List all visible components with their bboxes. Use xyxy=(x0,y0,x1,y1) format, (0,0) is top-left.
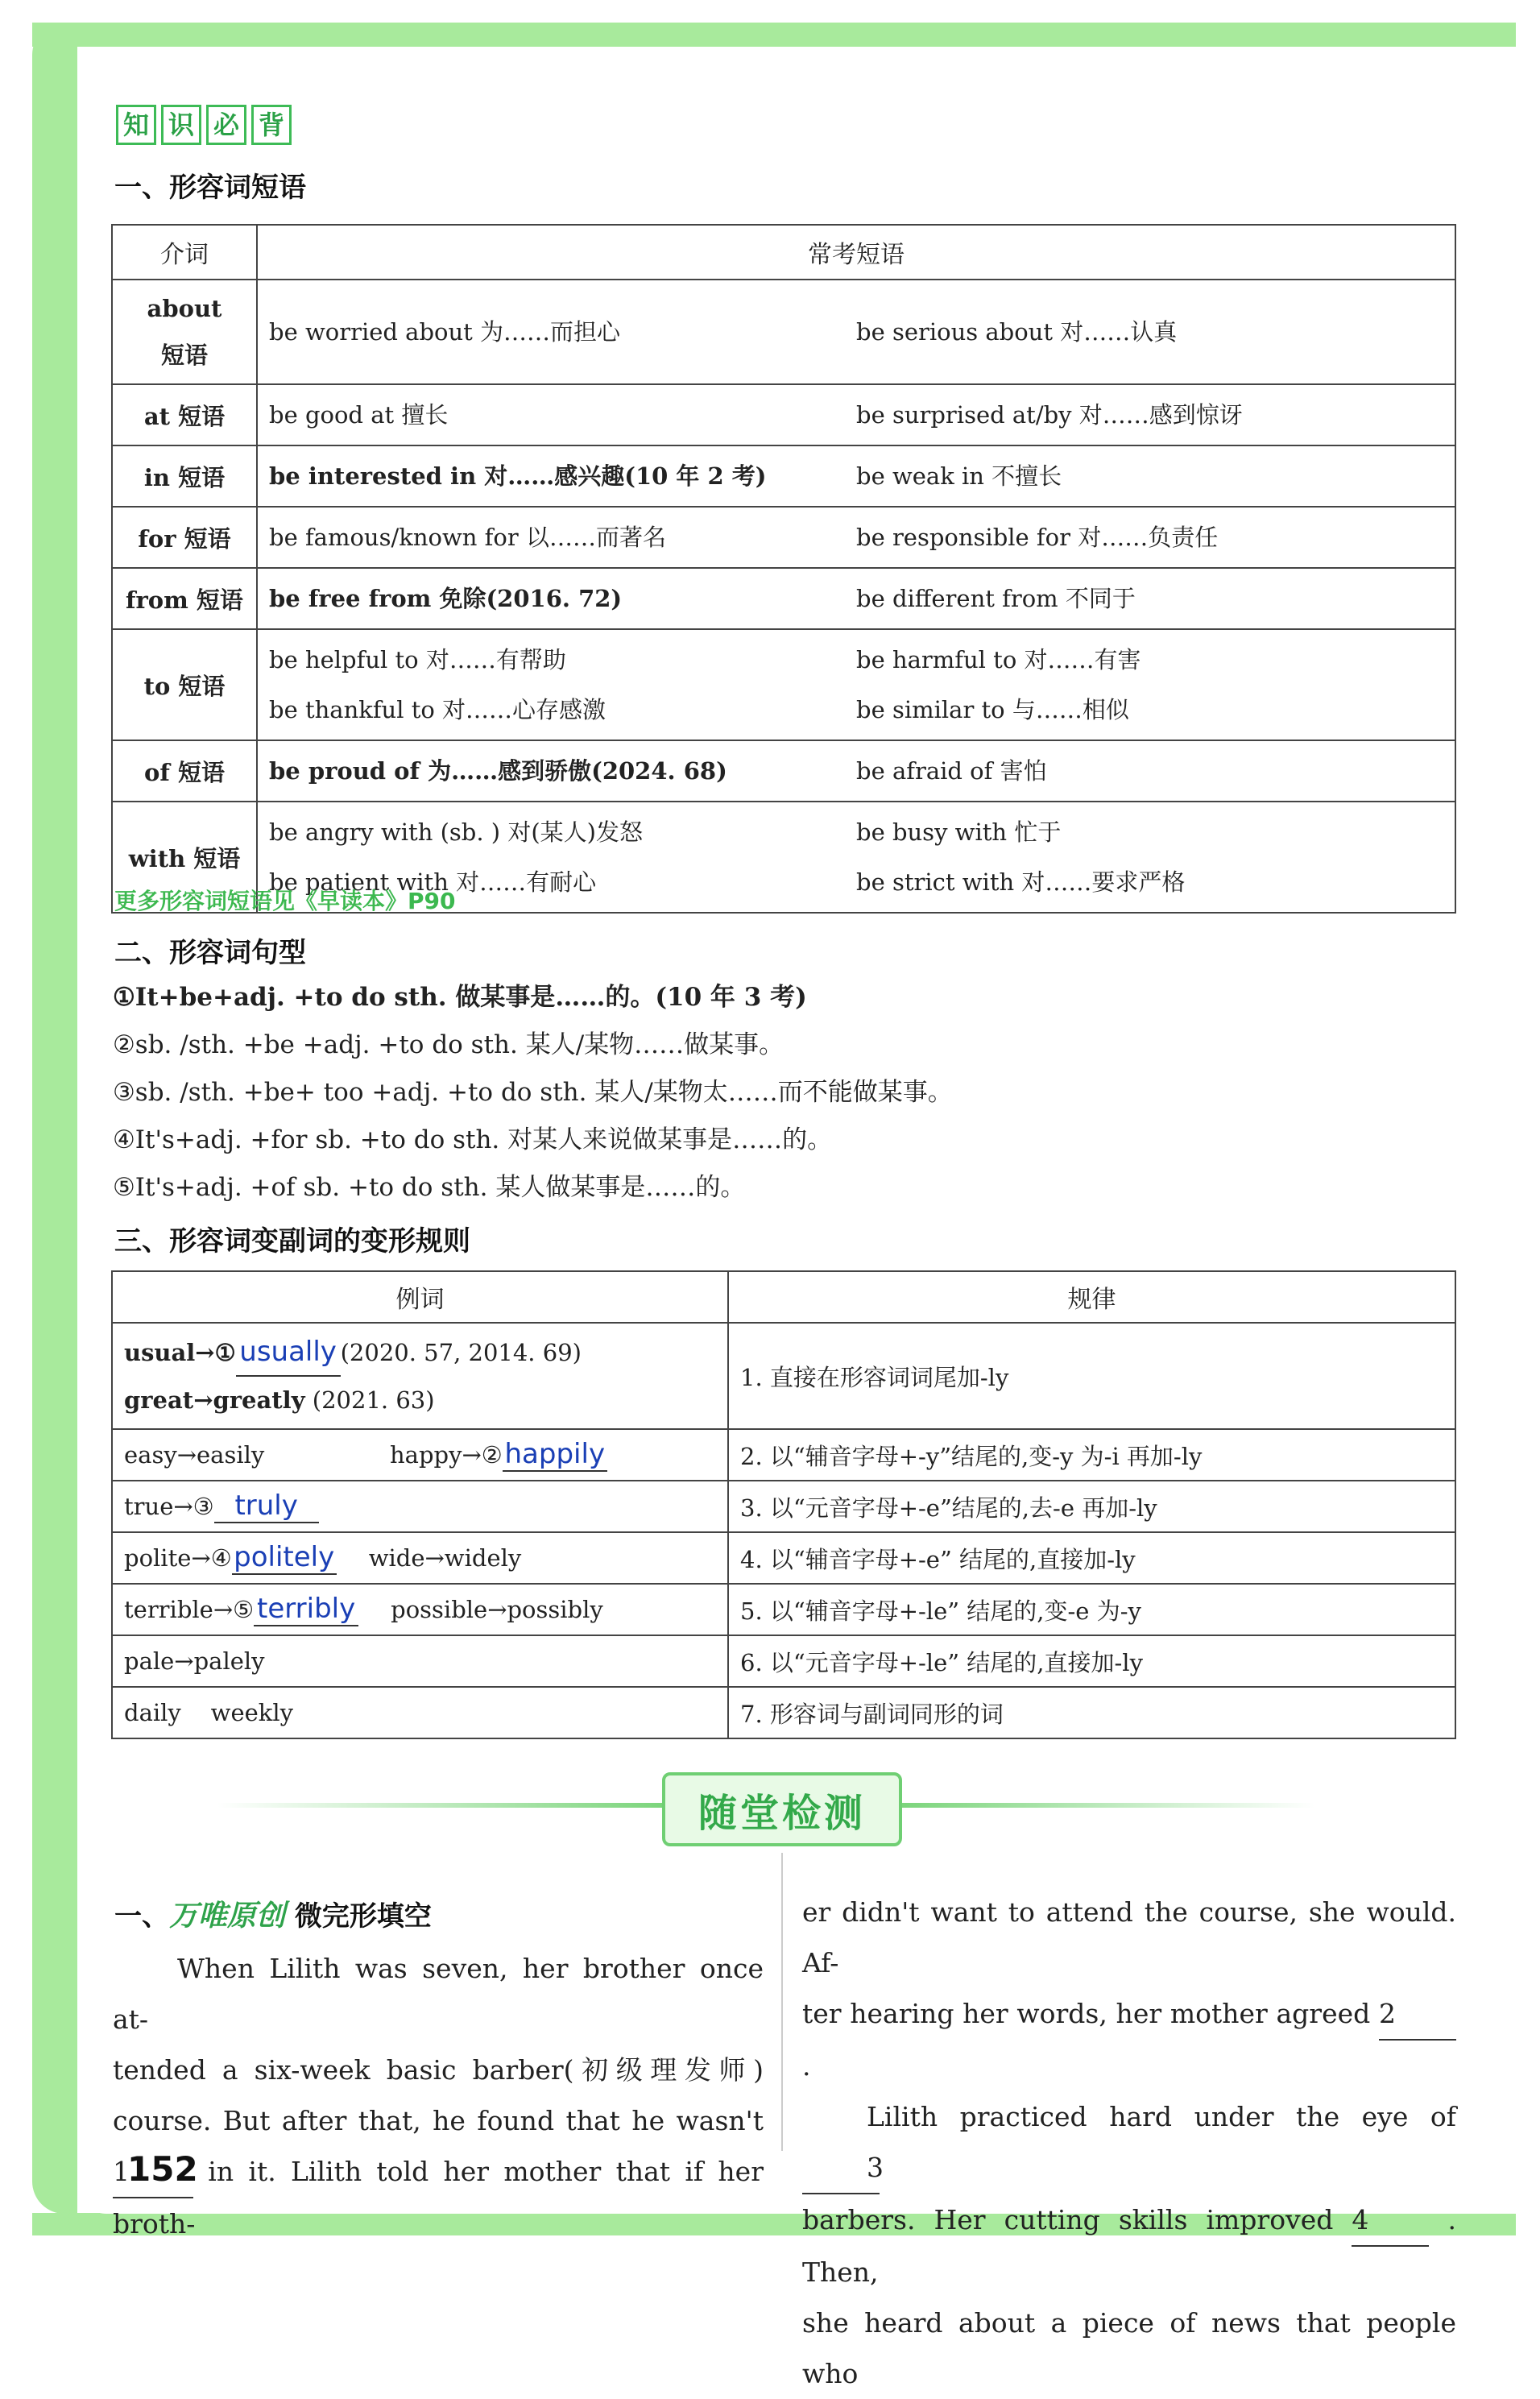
phrase: be different from 不同于 xyxy=(856,585,1136,612)
rule-text: 4. 以“辅音字母+-e” 结尾的,直接加-ly xyxy=(728,1532,1455,1584)
pattern-item: ⑤It's+adj. +of sb. +to do sth. 某人做某事是……的。 xyxy=(113,1173,746,1202)
tag-char: 知 xyxy=(116,105,156,145)
example-word: happy→② xyxy=(390,1441,503,1469)
prep-to: to 短语 xyxy=(112,629,257,740)
prep-from: from 短语 xyxy=(112,568,257,629)
rule-text: 2. 以“辅音字母+-y”结尾的,变-y 为-i 再加-ly xyxy=(728,1429,1455,1481)
rule-text: 7. 形容词与副词同形的词 xyxy=(728,1687,1455,1738)
column-divider xyxy=(781,1853,783,2151)
passage-left: When Lilith was seven, her brother once at- tended a six-week basic barber(初级理发师) course. But after that, he found that he wasn't 1 in it. Lilith told her mother that if her broth- xyxy=(113,1953,764,2239)
phrase: be helpful to 对……有帮助 xyxy=(269,646,566,673)
phrase: be serious about 对……认真 xyxy=(856,318,1178,346)
prep-about: about 短语 xyxy=(112,280,257,384)
prep-at: at 短语 xyxy=(112,384,257,445)
pattern-item: ②sb. /sth. +be +adj. +to do sth. 某人/某物……做某事。 xyxy=(113,1030,784,1059)
phrase: be good at 擅长 xyxy=(269,401,449,429)
phrase: be similar to 与……相似 xyxy=(856,696,1129,723)
phrase: be angry with (sb. ) 对(某人)发怒 xyxy=(269,818,643,846)
example-line: usual→① usually (2020. 57, 2014. 69) xyxy=(124,1328,716,1377)
blank-3: 3 xyxy=(802,2142,880,2194)
blank-2: 2 xyxy=(1379,1988,1456,2041)
phrase: be surprised at/by 对……感到惊讶 xyxy=(856,401,1243,429)
phrase: be proud of 为……感到骄傲(2024. 68) xyxy=(269,757,727,785)
quiz-section-title: 一、万唯原创 微完形填空 xyxy=(114,1900,432,1933)
adverb-rule-table xyxy=(111,1270,1456,1739)
page-number: 152 xyxy=(127,2149,198,2189)
phrase: be thankful to 对……心存感激 xyxy=(269,696,606,723)
knowledge-tag xyxy=(116,105,292,145)
example-line: great→greatly (2021. 63) xyxy=(124,1386,435,1414)
section2-title: 二、形容词句型 xyxy=(114,937,306,969)
phrase: be afraid of 害怕 xyxy=(856,757,1047,785)
prep-of: of 短语 xyxy=(112,740,257,802)
answer-3: truly xyxy=(214,1490,319,1523)
blank-4: 4 xyxy=(1352,2194,1429,2247)
example-word: terrible→⑤ xyxy=(124,1596,255,1623)
quiz-banner: 随堂检测 xyxy=(662,1772,902,1846)
tag-char: 识 xyxy=(161,105,201,145)
tag-char: 背 xyxy=(251,105,292,145)
example-word: true→③ xyxy=(124,1493,214,1520)
adjective-phrase-table xyxy=(111,224,1456,914)
answer-5: terribly xyxy=(254,1593,358,1626)
phrase: be interested in 对……感兴趣(10 年 2 考) xyxy=(269,462,767,490)
rule-text: 5. 以“辅音字母+-le” 结尾的,变-e 为-y xyxy=(728,1584,1455,1635)
phrase: be weak in 不擅长 xyxy=(856,462,1062,490)
passage-right: er didn't want to attend the course, she would. Af- ter hearing her words, her mother agreed 2 . Lilith practiced hard under the eye of 3 barbers. Her cutting skills improved 4 . Then, she heard about a piece of news that people who xyxy=(802,1896,1456,2389)
brand-logo: 万唯原创 xyxy=(169,1900,286,1933)
rule-text: 3. 以“元音字母+-e”结尾的,去-e 再加-ly xyxy=(728,1481,1455,1532)
phrase: be worried about 为……而担心 xyxy=(269,318,621,346)
tag-char: 必 xyxy=(206,105,246,145)
phrase: be free from 免除(2016. 72) xyxy=(269,585,623,612)
example-word: easy→easily xyxy=(124,1441,265,1469)
phrase: be harmful to 对……有害 xyxy=(856,646,1141,673)
answer-2: happily xyxy=(503,1438,607,1472)
page-frame-top xyxy=(0,0,1540,47)
example-word: pale→palely xyxy=(112,1635,728,1687)
phrase: be strict with 对……要求严格 xyxy=(856,868,1186,896)
col-header-examples: 例词 xyxy=(112,1271,728,1323)
page-frame-left xyxy=(32,23,77,2214)
phrase: be busy with 忙于 xyxy=(856,818,1062,846)
pattern-item: ③sb. /sth. +be+ too +adj. +to do sth. 某人/某物太……而不能做某事。 xyxy=(113,1078,953,1107)
example-word: polite→④ xyxy=(124,1544,232,1572)
col-header-phrases: 常考短语 xyxy=(257,225,1455,280)
example-word: wide→widely xyxy=(368,1544,522,1572)
answer-1: usually xyxy=(236,1328,341,1377)
example-word: possible→possibly xyxy=(391,1596,603,1623)
prep-in: in 短语 xyxy=(112,445,257,507)
answer-4: politely xyxy=(232,1541,337,1575)
col-header-prep: 介词 xyxy=(112,225,257,280)
section3-title: 三、形容词变副词的变形规则 xyxy=(114,1225,470,1258)
blank-1: 1 xyxy=(113,2146,193,2198)
rule-text: 1. 直接在形容词词尾加-ly xyxy=(728,1323,1455,1429)
rule-text: 6. 以“元音字母+-le” 结尾的,直接加-ly xyxy=(728,1635,1455,1687)
section1-title: 一、形容词短语 xyxy=(114,172,306,204)
example-word: daily weekly xyxy=(112,1687,728,1738)
phrase: be famous/known for 以……而著名 xyxy=(269,524,666,551)
divider-right xyxy=(896,1803,1314,1808)
phrase: be responsible for 对……负责任 xyxy=(856,524,1219,551)
pattern-item: ①It+be+adj. +to do sth. 做某事是……的。(10 年 3 考) xyxy=(113,983,807,1012)
pattern-item: ④It's+adj. +for sb. +to do sth. 对某人来说做某事是……的。 xyxy=(113,1125,833,1154)
phrase: be patient with 对……有耐心 xyxy=(269,868,597,896)
col-header-rules: 规律 xyxy=(728,1271,1455,1323)
more-phrases-note: 更多形容词短语见《早读本》P90 xyxy=(114,888,456,914)
divider-left xyxy=(217,1803,669,1808)
prep-with: with 短语 xyxy=(112,802,257,913)
prep-for: for 短语 xyxy=(112,507,257,568)
